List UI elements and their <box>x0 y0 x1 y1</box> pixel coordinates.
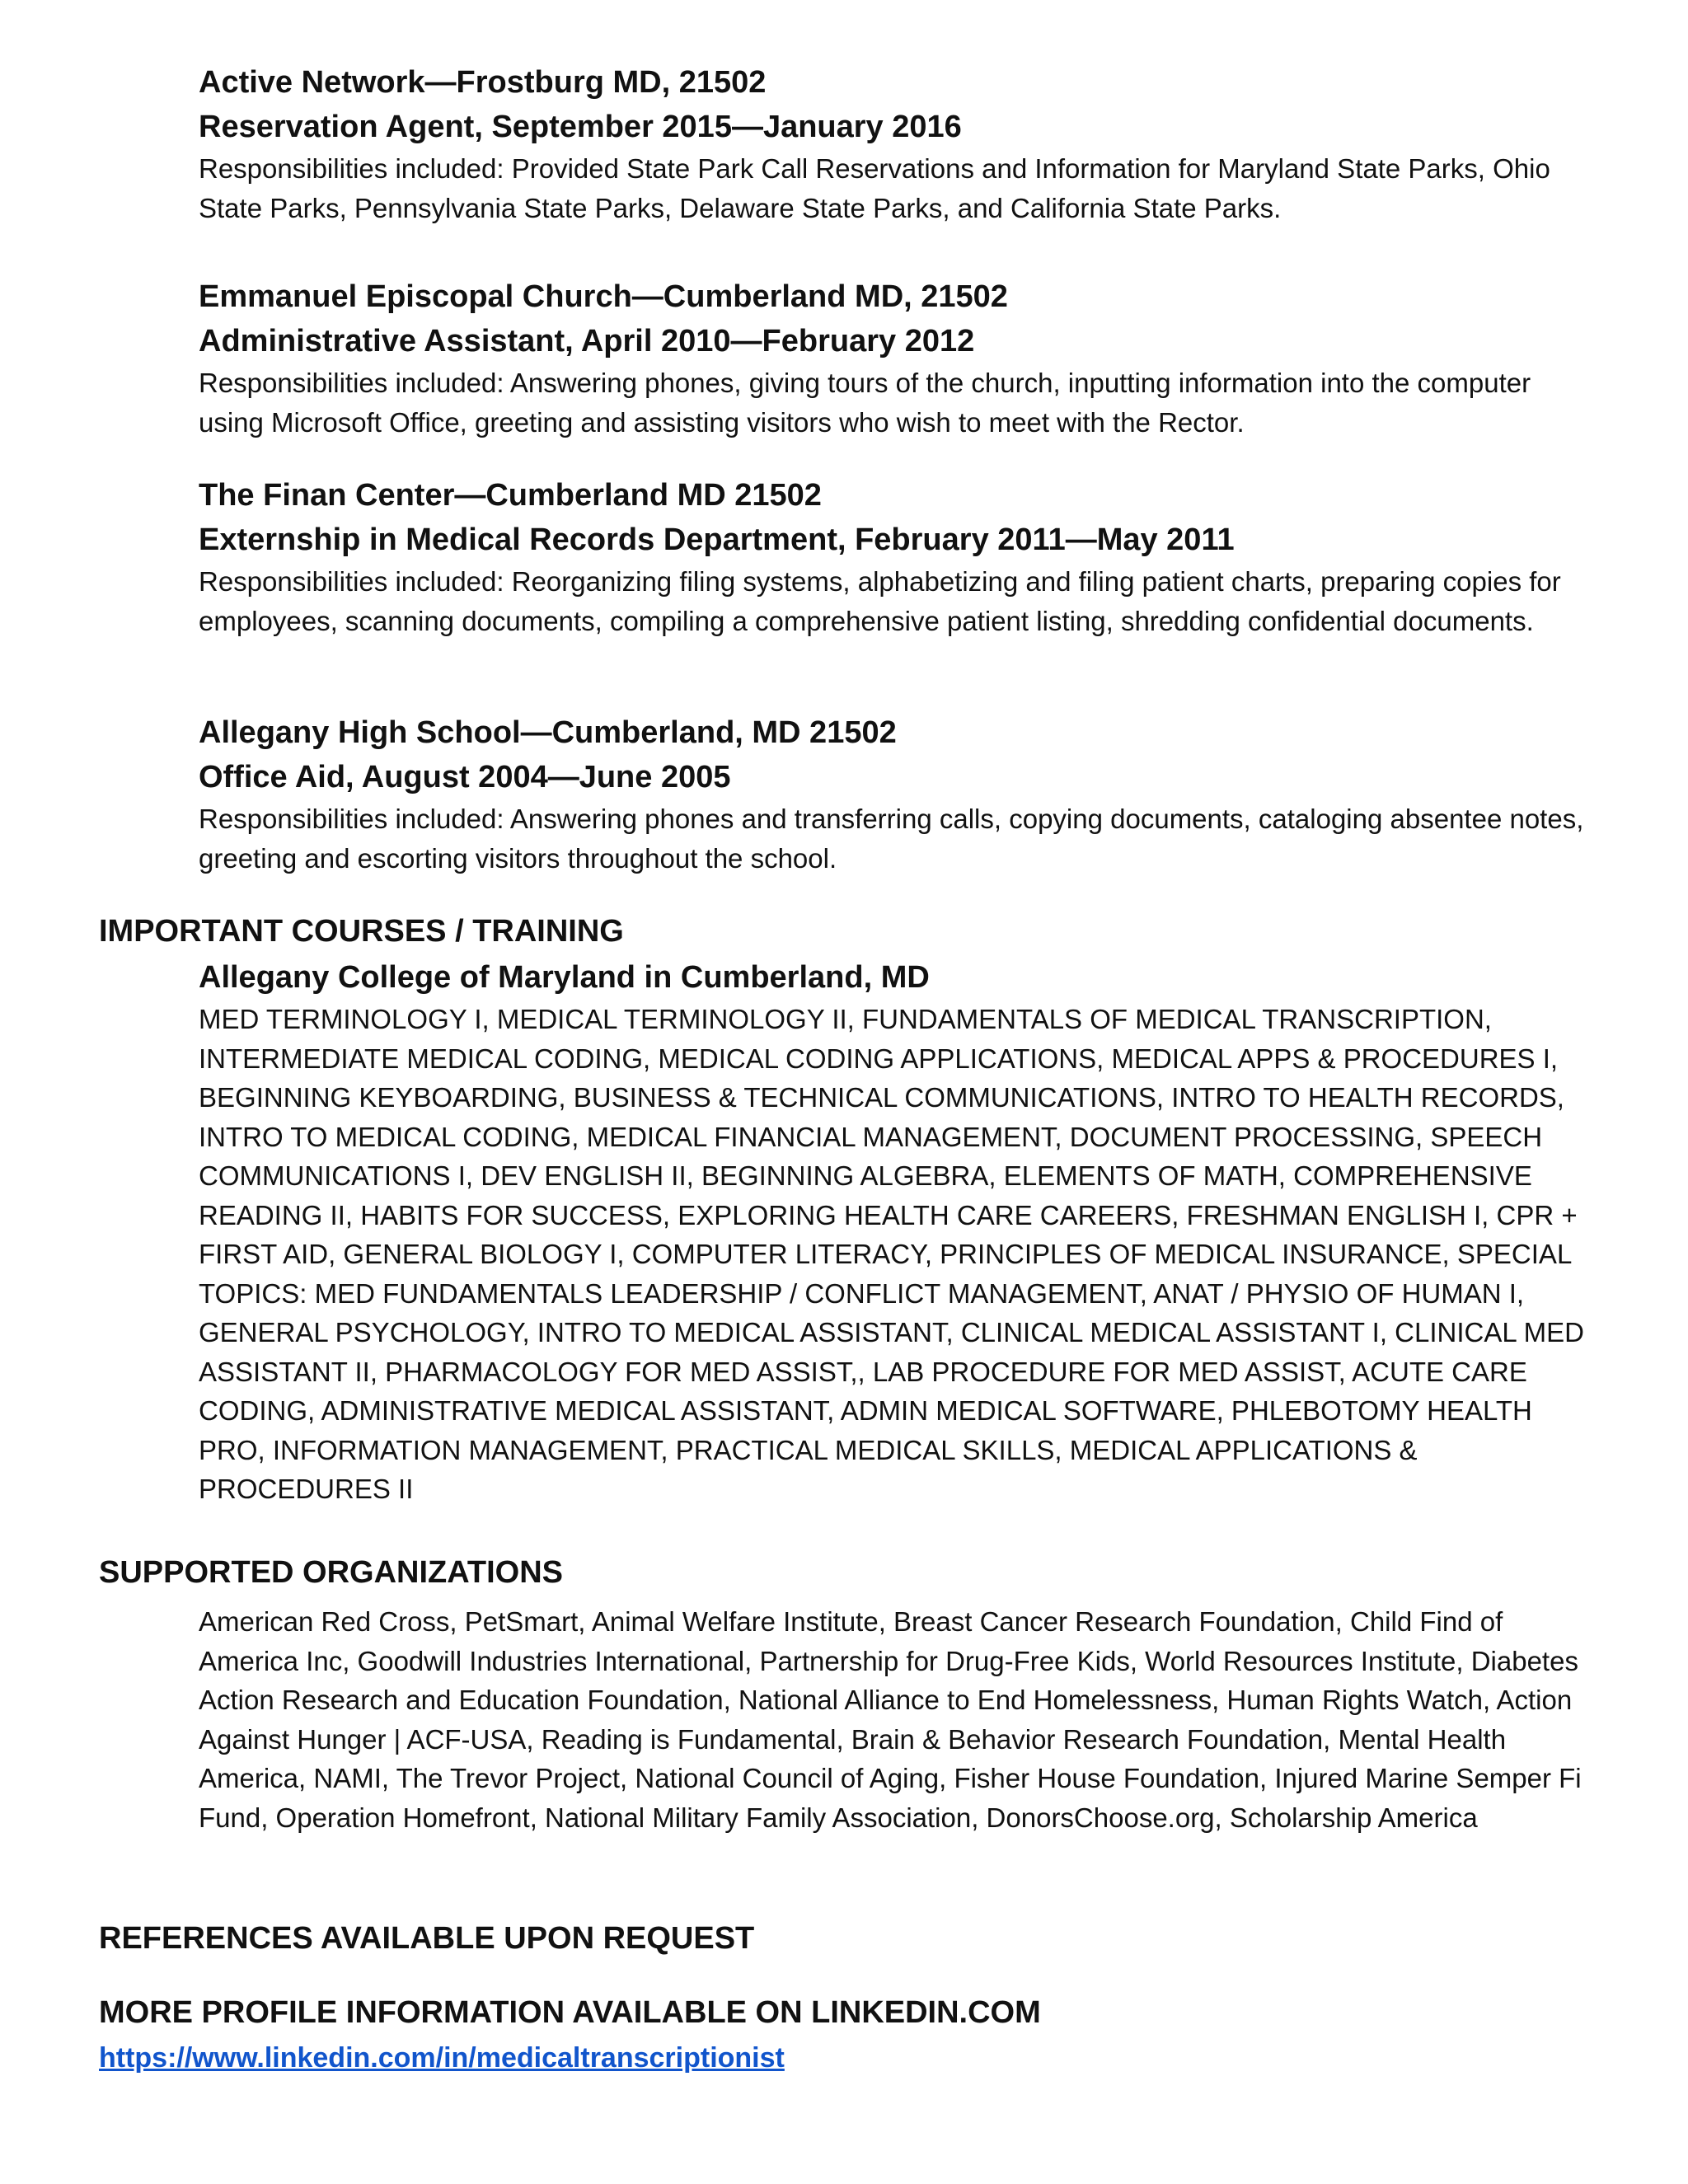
organizations-section-title: SUPPORTED ORGANIZATIONS <box>99 1555 563 1590</box>
course-institution: Allegany College of Maryland in Cumberland, MD <box>199 960 930 995</box>
job-role: Reservation Agent, September 2015—January 2016 <box>199 110 962 144</box>
job-employer: Allegany High School—Cumberland, MD 21502 <box>199 715 897 750</box>
job-employer: The Finan Center—Cumberland MD 21502 <box>199 478 822 513</box>
references-title: REFERENCES AVAILABLE UPON REQUEST <box>99 1921 755 1956</box>
profile-title: MORE PROFILE INFORMATION AVAILABLE ON LINKEDIN.COM <box>99 1995 1041 2030</box>
job-entry-emmanuel-church <box>199 274 1600 442</box>
job-description: Responsibilities included: Provided State Park Call Reservations and Information for Maryland State Parks, Ohio State Parks, Pennsylvania State Parks, Delaware State Parks, and California State Parks. <box>199 153 1550 223</box>
course-list: MED TERMINOLOGY I, MEDICAL TERMINOLOGY II, FUNDAMENTALS OF MEDICAL TRANSCRIPTION, INTERMEDIATE MEDICAL CODING, MEDICAL CODING APPLICATIONS, MEDICAL APPS & PROCEDURES I, BEGINNING KEYBOARDING, BUSINESS & TECHNICAL COMMUNICATIONS, INTRO TO HEALTH RECORDS, INTRO TO MEDICAL CODING, MEDICAL FINANCIAL MANAGEMENT, DOCUMENT PROCESSING, SPEECH COMMUNICATIONS I, DEV ENGLISH II, BEGINNING ALGEBRA, ELEMENTS OF MATH, COMPREHENSIVE READING II, HABITS FOR SUCCESS, EXPLORING HEALTH CARE CAREERS, FRESHMAN ENGLISH I, CPR + FIRST AID, GENERAL BIOLOGY I, COMPUTER LITERACY, PRINCIPLES OF MEDICAL INSURANCE, SPECIAL TOPICS: MED FUNDAMENTALS LEADERSHIP / CONFLICT MANAGEMENT, ANAT / PHYSIO OF HUMAN I, GENERAL PSYCHOLOGY, INTRO TO MEDICAL ASSISTANT, CLINICAL MEDICAL ASSISTANT I, CLINICAL MED ASSISTANT II, PHARMACOLOGY FOR MED ASSIST,, LAB PROCEDURE FOR MED ASSIST, ACUTE CARE CODING, ADMINISTRATIVE MEDICAL ASSISTANT, ADMIN MEDICAL SOFTWARE, PHLEBOTOMY HEALTH PRO, INFORMATION MANAGEMENT, PRACTICAL MEDICAL SKILLS, MEDICAL APPLICATIONS & PROCEDURES II <box>199 1004 1584 1504</box>
job-description: Responsibilities included: Reorganizing filing systems, alphabetizing and filing patient charts, preparing copies for employees, scanning documents, compiling a comprehensive patient listing, shredding confidential documents. <box>199 566 1561 636</box>
job-role: Externship in Medical Records Department, February 2011—May 2011 <box>199 523 1235 557</box>
job-entry-active-network <box>199 60 1600 227</box>
job-employer: Active Network—Frostburg MD, 21502 <box>199 65 767 100</box>
job-role: Administrative Assistant, April 2010—February 2012 <box>199 324 975 359</box>
job-entry-allegany-high-school <box>199 710 1600 878</box>
linkedin-link[interactable]: https://www.linkedin.com/in/medicaltranscriptionist <box>99 2042 785 2074</box>
job-description: Responsibilities included: Answering phones, giving tours of the church, inputting information into the computer using Microsoft Office, greeting and assisting visitors who wish to meet with the Rector. <box>199 368 1531 438</box>
job-employer: Emmanuel Episcopal Church—Cumberland MD, 21502 <box>199 279 1008 314</box>
job-role: Office Aid, August 2004—June 2005 <box>199 760 731 794</box>
organizations-list: American Red Cross, PetSmart, Animal Welfare Institute, Breast Cancer Research Foundation, Child Find of America Inc, Goodwill Industries International, Partnership for Drug-Free Kids, World Resources Institute, Diabetes Action Research and Education Foundation, National Alliance to End Homelessness, Human Rights Watch, Action Against Hunger | ACF-USA, Reading is Fundamental, Brain & Behavior Research Foundation, Mental Health America, NAMI, The Trevor Project, National Council of Aging, Fisher House Foundation, Injured Marine Semper Fi Fund, Operation Homefront, National Military Family Association, DonorsChoose.org, Scholarship America <box>199 1606 1582 1833</box>
courses-section-title: IMPORTANT COURSES / TRAINING <box>99 914 624 949</box>
organizations-block <box>199 1602 1600 1837</box>
job-description: Responsibilities included: Answering phones and transferring calls, copying documents, cataloging absentee notes, greeting and escorting visitors throughout the school. <box>199 804 1584 874</box>
job-entry-finan-center <box>199 473 1600 640</box>
courses-block <box>199 955 1600 1509</box>
